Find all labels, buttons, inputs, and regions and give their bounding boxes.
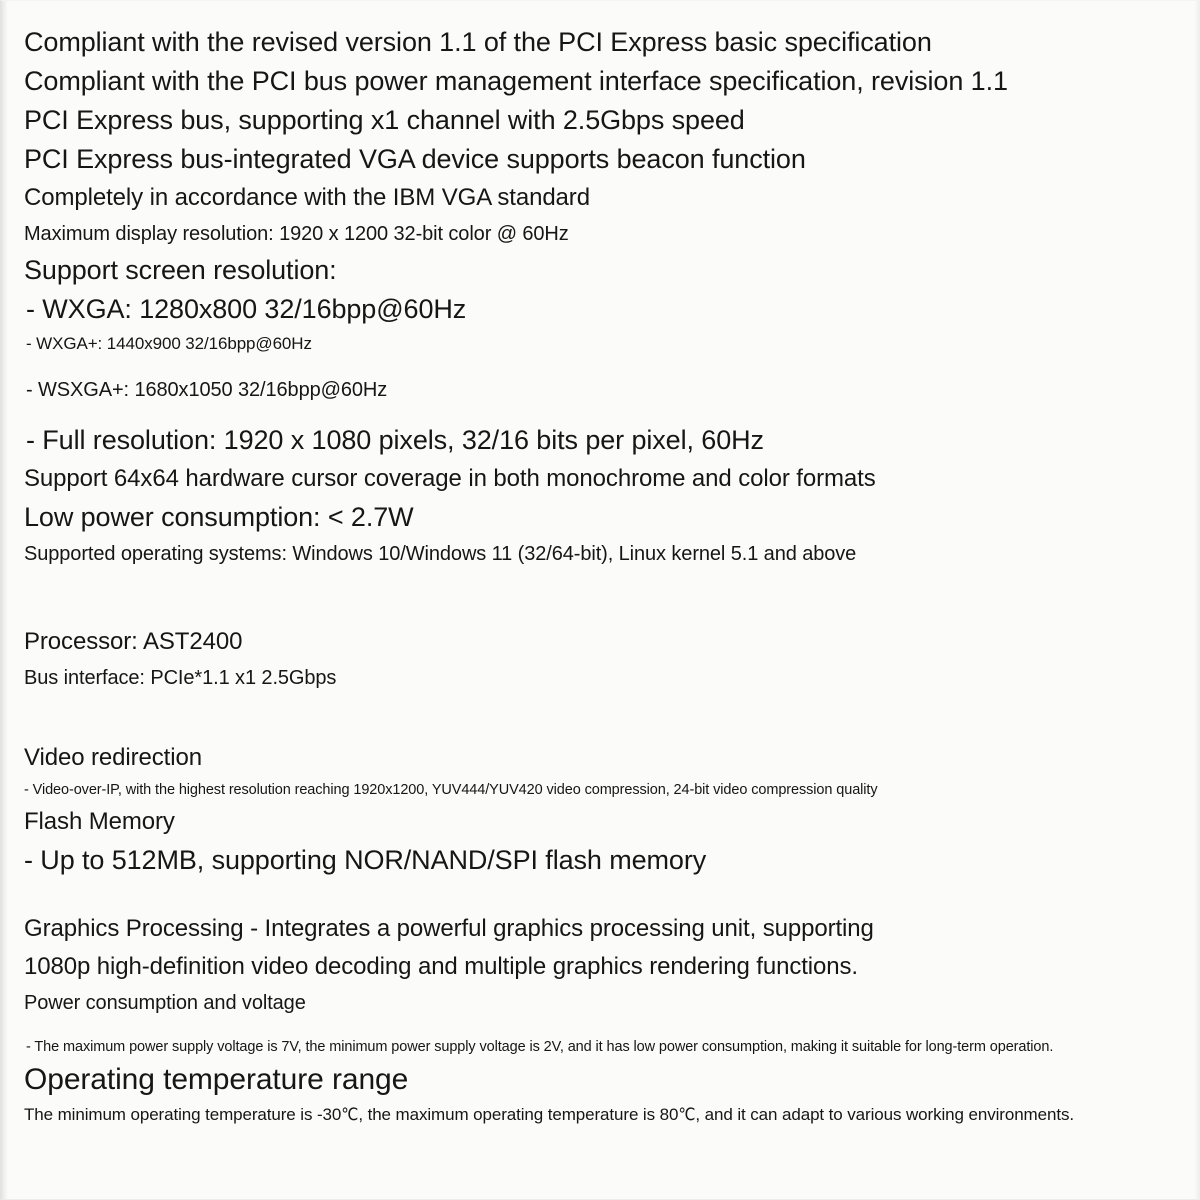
spec-line-pci-express-x1: PCI Express bus, supporting x1 channel with 2.5Gbps speed xyxy=(24,105,745,135)
section-features xyxy=(24,460,1171,571)
spacer xyxy=(24,1020,1171,1034)
temperature-detail: The minimum operating temperature is -30℃, the maximum operating temperature is 80℃, and it can adapt to various working environments. xyxy=(24,1105,1074,1124)
section-graphics-processing xyxy=(24,910,1171,986)
section-power xyxy=(24,986,1171,1060)
spec-line-pci-power-management: Compliant with the PCI bus power management interface specification, revision 1.1 xyxy=(24,66,1008,96)
section-spacer xyxy=(24,880,1171,910)
section-screen-resolution xyxy=(24,251,1171,460)
video-redirection-heading: Video redirection xyxy=(24,744,202,771)
feature-line-hardware-cursor: Support 64x64 hardware cursor coverage in both monochrome and color formats xyxy=(24,465,876,492)
document-body xyxy=(24,23,1171,1130)
section-spacer xyxy=(24,571,1171,623)
section-spacer xyxy=(24,695,1171,739)
resolution-item-wsxga-plus: - WSXGA+: 1680x1050 32/16bpp@60Hz xyxy=(26,379,388,401)
resolution-item-full-resolution: - Full resolution: 1920 x 1080 pixels, 32/16 bits per pixel, 60Hz xyxy=(26,425,764,455)
feature-line-operating-systems: Supported operating systems: Windows 10/Windows 11 (32/64-bit), Linux kernel 5.1 and above xyxy=(24,543,857,565)
power-detail: - The maximum power supply voltage is 7V, the minimum power supply voltage is 2V, and it has low power consumption, making it suitable for long-term operation. xyxy=(26,1039,1054,1055)
video-redirection-detail: - Video-over-IP, with the highest resolution reaching 1920x1200, YUV444/YUV420 video compression, 24-bit video compression quality xyxy=(24,782,878,798)
temperature-heading: Operating temperature range xyxy=(24,1063,409,1096)
spec-line-max-display-resolution: Maximum display resolution: 1920 x 1200 32-bit color @ 60Hz xyxy=(24,223,569,245)
feature-line-low-power: Low power consumption: < 2.7W xyxy=(24,502,414,532)
spec-line-vga-beacon: PCI Express bus-integrated VGA device supports beacon function xyxy=(24,144,806,174)
section-pci-compliance xyxy=(24,23,1171,251)
graphics-processing-line-1: Graphics Processing - Integrates a powerful graphics processing unit, supporting xyxy=(24,915,874,942)
spacer xyxy=(24,407,1171,421)
processor-line-model: Processor: AST2400 xyxy=(24,628,243,655)
screen-resolution-heading: Support screen resolution: xyxy=(24,255,337,285)
section-processor xyxy=(24,623,1171,695)
flash-memory-detail: - Up to 512MB, supporting NOR/NAND/SPI flash memory xyxy=(24,845,707,875)
spacer xyxy=(24,359,1171,373)
section-temperature xyxy=(24,1060,1171,1130)
power-heading: Power consumption and voltage xyxy=(24,992,306,1014)
resolution-item-wxga-plus: - WXGA+: 1440x900 32/16bpp@60Hz xyxy=(26,334,312,353)
resolution-item-wxga: - WXGA: 1280x800 32/16bpp@60Hz xyxy=(26,294,467,324)
flash-memory-heading: Flash Memory xyxy=(24,808,175,835)
spec-line-pci-express-basic: Compliant with the revised version 1.1 of the PCI Express basic specification xyxy=(24,27,932,57)
section-flash-memory xyxy=(24,803,1171,880)
section-video-redirection xyxy=(24,739,1171,803)
graphics-processing-line-2: 1080p high-definition video decoding and multiple graphics rendering functions. xyxy=(24,953,858,980)
processor-line-bus-interface: Bus interface: PCIe*1.1 x1 2.5Gbps xyxy=(24,667,337,689)
spec-line-ibm-vga-standard: Completely in accordance with the IBM VGA standard xyxy=(24,184,590,211)
